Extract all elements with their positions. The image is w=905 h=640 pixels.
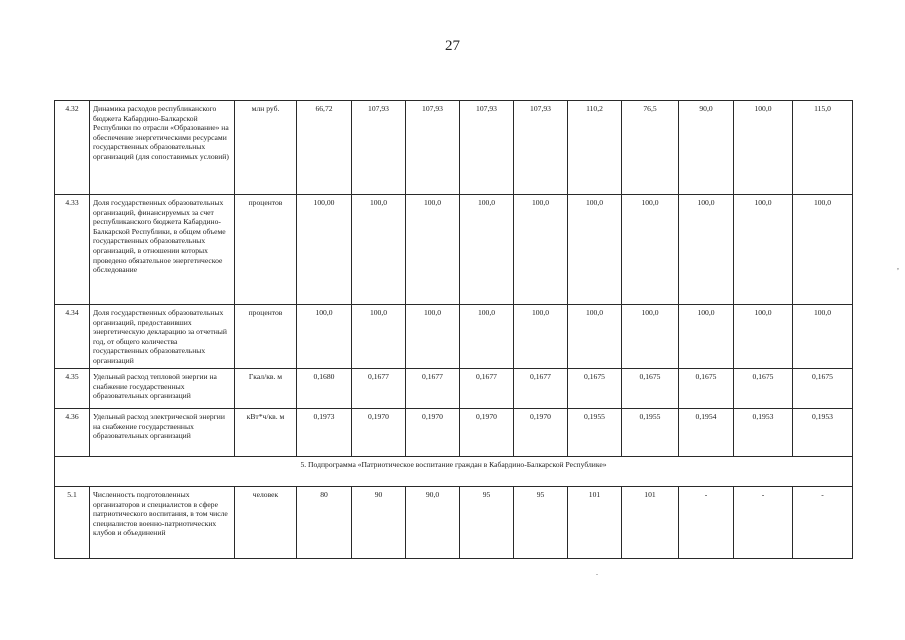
table-row	[55, 369, 853, 409]
value-cell: 0,1675	[734, 369, 793, 409]
value-cell: 0,1677	[406, 369, 460, 409]
scan-mark: ,	[897, 262, 899, 271]
scan-mark: .	[596, 568, 598, 577]
value-cell: 100,0	[352, 305, 406, 369]
value-cell: 101	[622, 487, 679, 559]
indicators-table	[54, 100, 853, 559]
unit-of-measure: процентов	[235, 305, 297, 369]
value-cell: 0,1675	[622, 369, 679, 409]
value-cell: 100,0	[406, 305, 460, 369]
row-number: 4.34	[55, 305, 90, 369]
value-cell: 100,0	[514, 195, 568, 305]
value-cell: 95	[514, 487, 568, 559]
value-cell: 80	[297, 487, 352, 559]
unit-of-measure: процентов	[235, 195, 297, 305]
value-cell: 0,1680	[297, 369, 352, 409]
table-row	[55, 305, 853, 369]
value-cell: 100,0	[622, 195, 679, 305]
value-cell: 107,93	[406, 101, 460, 195]
value-cell: 100,0	[406, 195, 460, 305]
value-cell: 90	[352, 487, 406, 559]
indicator-name: Динамика расходов республиканского бюджета Кабардино-Балкарской Республики по отрасли «Образование» на обеспечение энергетическими ресурсами государственных образовательных организаций (для сопоставимых условий)	[90, 101, 235, 195]
value-cell: 100,0	[568, 305, 622, 369]
section-header-row	[55, 457, 853, 487]
table-row	[55, 195, 853, 305]
unit-of-measure: млн руб.	[235, 101, 297, 195]
value-cell: 115,0	[793, 101, 853, 195]
unit-of-measure: человек	[235, 487, 297, 559]
value-cell: 0,1675	[679, 369, 734, 409]
value-cell: 0,1970	[352, 409, 406, 457]
value-cell: -	[793, 487, 853, 559]
value-cell: 0,1954	[679, 409, 734, 457]
row-number: 4.36	[55, 409, 90, 457]
value-cell: -	[679, 487, 734, 559]
value-cell: -	[734, 487, 793, 559]
value-cell: 100,0	[514, 305, 568, 369]
indicator-name: Доля государственных образовательных организаций, предоставивших энергетическую декларацию за отчетный год, от общего количества государственных образовательных организаций	[90, 305, 235, 369]
value-cell: 66,72	[297, 101, 352, 195]
value-cell: 0,1970	[460, 409, 514, 457]
table-body	[55, 101, 853, 559]
indicator-name: Численность подготовленных организаторов и специалистов в сфере патриотического воспитания, в том числе специалистов военно-патриотических клубов и объединений	[90, 487, 235, 559]
value-cell: 0,1675	[793, 369, 853, 409]
value-cell: 0,1677	[460, 369, 514, 409]
value-cell: 100,0	[793, 305, 853, 369]
value-cell: 90,0	[679, 101, 734, 195]
table-row	[55, 101, 853, 195]
value-cell: 0,1955	[568, 409, 622, 457]
indicator-name: Удельный расход электрической энергии на снабжение государственных образовательных организаций	[90, 409, 235, 457]
value-cell: 0,1677	[352, 369, 406, 409]
page-number: 27	[445, 38, 460, 54]
value-cell: 0,1973	[297, 409, 352, 457]
row-number: 4.35	[55, 369, 90, 409]
unit-of-measure: кВт*ч/кв. м	[235, 409, 297, 457]
value-cell: 100,0	[734, 195, 793, 305]
value-cell: 101	[568, 487, 622, 559]
value-cell: 110,2	[568, 101, 622, 195]
value-cell: 100,00	[297, 195, 352, 305]
value-cell: 0,1953	[734, 409, 793, 457]
value-cell: 100,0	[679, 195, 734, 305]
value-cell: 100,0	[679, 305, 734, 369]
value-cell: 100,0	[734, 305, 793, 369]
value-cell: 0,1675	[568, 369, 622, 409]
table-row	[55, 487, 853, 559]
value-cell: 0,1677	[514, 369, 568, 409]
value-cell: 76,5	[622, 101, 679, 195]
value-cell: 107,93	[352, 101, 406, 195]
value-cell: 100,0	[734, 101, 793, 195]
unit-of-measure: Гкал/кв. м	[235, 369, 297, 409]
value-cell: 100,0	[568, 195, 622, 305]
value-cell: 0,1955	[622, 409, 679, 457]
value-cell: 0,1970	[514, 409, 568, 457]
row-number: 4.33	[55, 195, 90, 305]
value-cell: 107,93	[460, 101, 514, 195]
value-cell: 0,1953	[793, 409, 853, 457]
value-cell: 100,0	[793, 195, 853, 305]
value-cell: 100,0	[297, 305, 352, 369]
row-number: 4.32	[55, 101, 90, 195]
indicator-name: Удельный расход тепловой энергии на снабжение государственных образовательных организаций	[90, 369, 235, 409]
table-row	[55, 409, 853, 457]
value-cell: 107,93	[514, 101, 568, 195]
value-cell: 95	[460, 487, 514, 559]
value-cell: 100,0	[460, 195, 514, 305]
subprogram-title: 5. Подпрограмма «Патриотическое воспитание граждан в Кабардино-Балкарской Республике»	[55, 457, 853, 487]
row-number: 5.1	[55, 487, 90, 559]
value-cell: 0,1970	[406, 409, 460, 457]
value-cell: 100,0	[352, 195, 406, 305]
indicator-name: Доля государственных образовательных организаций, финансируемых за счет республиканского бюджета Кабардино-Балкарской Республики, в общем объеме государственных образовательных организаций, в отношении которых проведено обязательное энергетическое обследование	[90, 195, 235, 305]
value-cell: 100,0	[460, 305, 514, 369]
value-cell: 100,0	[622, 305, 679, 369]
value-cell: 90,0	[406, 487, 460, 559]
